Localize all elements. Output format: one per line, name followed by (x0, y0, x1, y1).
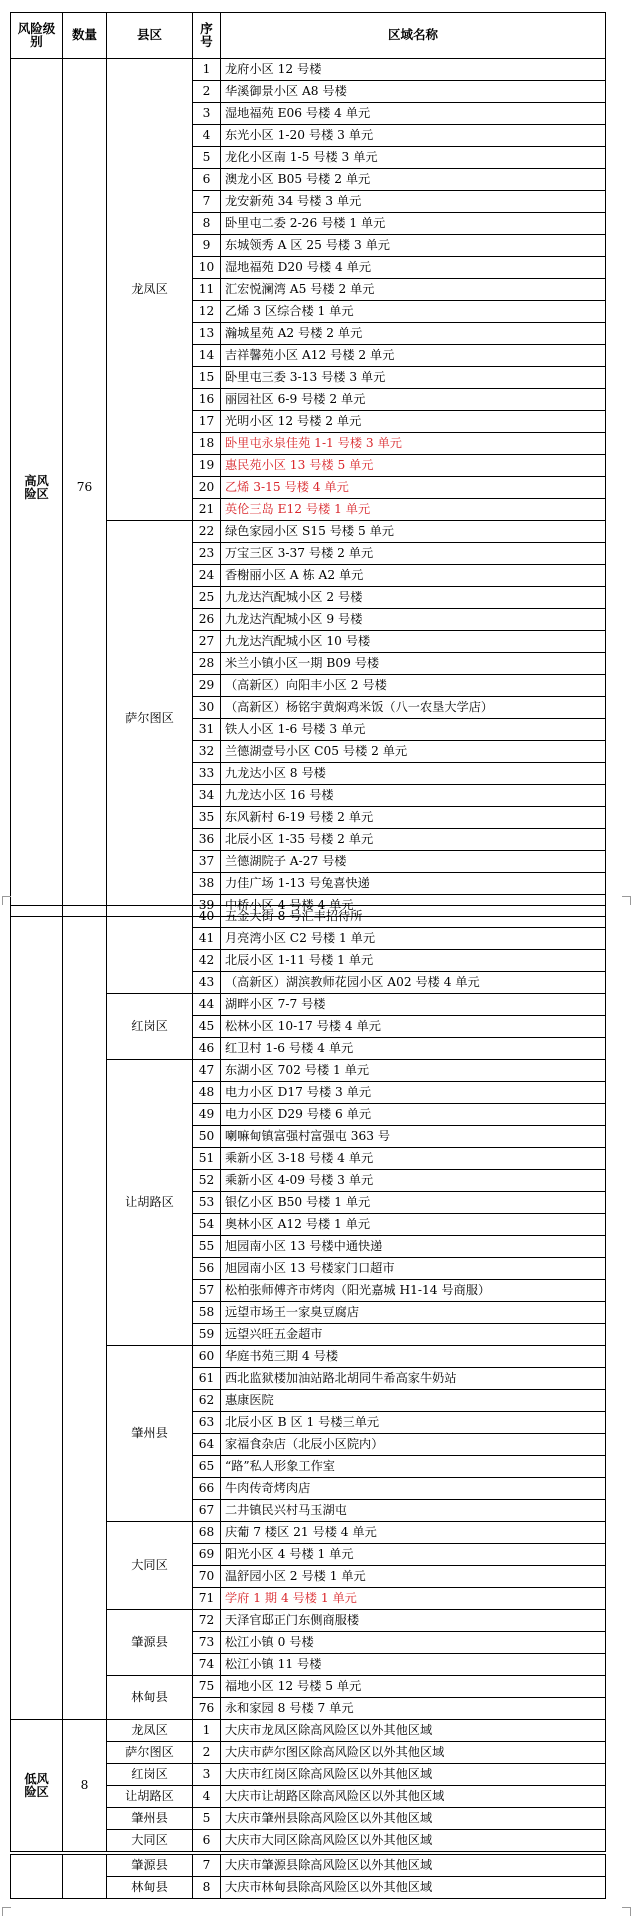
area-name-cell: 吉祥馨苑小区 A12 号楼 2 单元 (221, 345, 606, 367)
area-name-cell: 九龙达小区 16 号楼 (221, 785, 606, 807)
seq-cell: 36 (193, 829, 221, 851)
district-saertu-cont (107, 906, 193, 994)
area-name-cell: 乙烯 3-15 号楼 4 单元 (221, 477, 606, 499)
area-name-cell: 兰德湖院子 A-27 号楼 (221, 851, 606, 873)
seq-cell: 21 (193, 499, 221, 521)
seq-cell: 5 (193, 147, 221, 169)
district-longfeng: 龙凤区 (107, 59, 193, 521)
area-name-cell: 龙化小区南 1-5 号楼 3 单元 (221, 147, 606, 169)
area-name-cell: 银亿小区 B50 号楼 1 单元 (221, 1192, 606, 1214)
seq-cell: 17 (193, 411, 221, 433)
seq-cell: 42 (193, 950, 221, 972)
area-name-cell: 卧里屯永泉佳苑 1-1 号楼 3 单元 (221, 433, 606, 455)
area-name-cell: 永和家园 8 号楼 7 单元 (221, 1698, 606, 1720)
seq-cell: 27 (193, 631, 221, 653)
seq-cell: 64 (193, 1434, 221, 1456)
page-corner-mark (622, 1907, 631, 1916)
district-zhaoyuan: 肇源县 (107, 1610, 193, 1676)
seq-cell: 58 (193, 1302, 221, 1324)
seq-cell: 74 (193, 1654, 221, 1676)
table-row (11, 1720, 606, 1742)
count-low: 8 (63, 1720, 107, 1852)
seq-cell: 40 (193, 906, 221, 928)
seq-cell: 2 (193, 81, 221, 103)
area-name-cell: 西北监狱楼加油站路北胡同牛希高家牛奶站 (221, 1368, 606, 1390)
header-count: 数量 (63, 13, 107, 59)
risk-table-part-3 (10, 1854, 606, 1899)
area-name-cell: 牛肉传奇烤肉店 (221, 1478, 606, 1500)
seq-cell: 1 (193, 1720, 221, 1742)
seq-cell: 73 (193, 1632, 221, 1654)
area-name-cell: 九龙达汽配城小区 10 号楼 (221, 631, 606, 653)
area-name-cell: 电力小区 D29 号楼 6 单元 (221, 1104, 606, 1126)
area-name-cell: 大庆市肇州县除高风险区以外其他区域 (221, 1808, 606, 1830)
header-risk-level: 风险级别 (11, 13, 63, 59)
seq-cell: 44 (193, 994, 221, 1016)
area-name-cell: 湖畔小区 7-7 号楼 (221, 994, 606, 1016)
area-name-cell: 天泽官邸正门东侧商服楼 (221, 1610, 606, 1632)
seq-cell: 30 (193, 697, 221, 719)
seq-cell: 71 (193, 1588, 221, 1610)
area-name-cell: 奥林小区 A12 号楼 1 单元 (221, 1214, 606, 1236)
area-name-cell: 惠康医院 (221, 1390, 606, 1412)
page-corner-mark (2, 1907, 11, 1916)
seq-cell: 33 (193, 763, 221, 785)
area-name-cell: 五金大街 8 号汇丰招待所 (221, 906, 606, 928)
area-name-cell: 英伦三岛 E12 号楼 1 单元 (221, 499, 606, 521)
area-name-cell: 学府 1 期 4 号楼 1 单元 (221, 1588, 606, 1610)
seq-cell: 72 (193, 1610, 221, 1632)
seq-cell: 26 (193, 609, 221, 631)
risk-table-part-2 (10, 905, 606, 1852)
table-row (11, 1855, 606, 1877)
area-name-cell: 远望市场王一家臭豆腐店 (221, 1302, 606, 1324)
count-high: 76 (63, 59, 107, 917)
seq-cell: 34 (193, 785, 221, 807)
seq-cell: 43 (193, 972, 221, 994)
district-cell: 林甸县 (107, 1877, 193, 1899)
area-name-cell: 大庆市让胡路区除高风险区以外其他区域 (221, 1786, 606, 1808)
area-name-cell: 大庆市大同区除高风险区以外其他区域 (221, 1830, 606, 1852)
seq-cell: 14 (193, 345, 221, 367)
risk-table-part-1 (10, 12, 606, 917)
seq-cell: 60 (193, 1346, 221, 1368)
district-cell: 龙凤区 (107, 1720, 193, 1742)
area-name-cell: 卧里屯二委 2-26 号楼 1 单元 (221, 213, 606, 235)
area-name-cell: （高新区）向阳丰小区 2 号楼 (221, 675, 606, 697)
area-name-cell: 铁人小区 1-6 号楼 3 单元 (221, 719, 606, 741)
seq-cell: 13 (193, 323, 221, 345)
district-saertu: 萨尔图区 (107, 521, 193, 917)
seq-cell: 2 (193, 1742, 221, 1764)
seq-cell: 7 (193, 191, 221, 213)
seq-cell: 59 (193, 1324, 221, 1346)
area-name-cell: 庆葡 7 楼区 21 号楼 4 单元 (221, 1522, 606, 1544)
seq-cell: 7 (193, 1855, 221, 1877)
area-name-cell: 万宝三区 3-37 号楼 2 单元 (221, 543, 606, 565)
seq-cell: 20 (193, 477, 221, 499)
seq-cell: 29 (193, 675, 221, 697)
seq-cell: 51 (193, 1148, 221, 1170)
header-area-name: 区域名称 (221, 13, 606, 59)
seq-cell: 24 (193, 565, 221, 587)
area-name-cell: 喇嘛甸镇富强村富强屯 363 号 (221, 1126, 606, 1148)
seq-cell: 4 (193, 125, 221, 147)
seq-cell: 70 (193, 1566, 221, 1588)
seq-cell: 55 (193, 1236, 221, 1258)
area-name-cell: 华庭书苑三期 4 号楼 (221, 1346, 606, 1368)
seq-cell: 48 (193, 1082, 221, 1104)
risk-level-high: 高风险区 (11, 59, 63, 917)
seq-cell: 5 (193, 1808, 221, 1830)
seq-cell: 57 (193, 1280, 221, 1302)
district-ranghulu: 让胡路区 (107, 1060, 193, 1346)
area-name-cell: 湿地福苑 E06 号楼 4 单元 (221, 103, 606, 125)
seq-cell: 68 (193, 1522, 221, 1544)
seq-cell: 1 (193, 59, 221, 81)
risk-level-high-cont (11, 906, 63, 1720)
area-name-cell: 大庆市肇源县除高风险区以外其他区域 (221, 1855, 606, 1877)
district-cell: 萨尔图区 (107, 1742, 193, 1764)
area-name-cell: 月亮湾小区 C2 号楼 1 单元 (221, 928, 606, 950)
area-name-cell: 惠民苑小区 13 号楼 5 单元 (221, 455, 606, 477)
area-name-cell: 米兰小镇小区一期 B09 号楼 (221, 653, 606, 675)
seq-cell: 12 (193, 301, 221, 323)
seq-cell: 25 (193, 587, 221, 609)
area-name-cell: 澳龙小区 B05 号楼 2 单元 (221, 169, 606, 191)
page-corner-mark (2, 896, 11, 905)
area-name-cell: 汇宏悦澜湾 A5 号楼 2 单元 (221, 279, 606, 301)
seq-cell: 37 (193, 851, 221, 873)
header-seq: 序号 (193, 13, 221, 59)
seq-cell: 39 (193, 895, 221, 917)
table-row (11, 906, 606, 928)
seq-cell: 9 (193, 235, 221, 257)
area-name-cell: 湿地福苑 D20 号楼 4 单元 (221, 257, 606, 279)
area-name-cell: 香榭丽小区 A 栋 A2 单元 (221, 565, 606, 587)
area-name-cell: 电力小区 D17 号楼 3 单元 (221, 1082, 606, 1104)
seq-cell: 11 (193, 279, 221, 301)
area-name-cell: 北辰小区 1-35 号楼 2 单元 (221, 829, 606, 851)
header-district: 县区 (107, 13, 193, 59)
area-name-cell: 兰德湖壹号小区 C05 号楼 2 单元 (221, 741, 606, 763)
district-zhaozhou: 肇州县 (107, 1346, 193, 1522)
area-name-cell: 龙安新苑 34 号楼 3 单元 (221, 191, 606, 213)
area-name-cell: 力佳广场 1-13 号兔喜快递 (221, 873, 606, 895)
area-name-cell: “路”私人形象工作室 (221, 1456, 606, 1478)
seq-cell: 15 (193, 367, 221, 389)
area-name-cell: （高新区）湖滨教师花园小区 A02 号楼 4 单元 (221, 972, 606, 994)
area-name-cell: 绿色家园小区 S15 号楼 5 单元 (221, 521, 606, 543)
table-row (11, 59, 606, 81)
table-header (11, 13, 606, 59)
seq-cell: 4 (193, 1786, 221, 1808)
area-name-cell: 东风新村 6-19 号楼 2 单元 (221, 807, 606, 829)
district-cell: 红岗区 (107, 1764, 193, 1786)
seq-cell: 3 (193, 103, 221, 125)
area-name-cell: 东城领秀 A 区 25 号楼 3 单元 (221, 235, 606, 257)
area-name-cell: 大庆市龙凤区除高风险区以外其他区域 (221, 1720, 606, 1742)
area-name-cell: 九龙达小区 8 号楼 (221, 763, 606, 785)
area-name-cell: 家福食杂店（北辰小区院内） (221, 1434, 606, 1456)
seq-cell: 6 (193, 169, 221, 191)
seq-cell: 35 (193, 807, 221, 829)
seq-cell: 38 (193, 873, 221, 895)
seq-cell: 18 (193, 433, 221, 455)
district-cell: 肇州县 (107, 1808, 193, 1830)
seq-cell: 41 (193, 928, 221, 950)
area-name-cell: 乘新小区 4-09 号楼 3 单元 (221, 1170, 606, 1192)
district-lindian: 林甸县 (107, 1676, 193, 1720)
area-name-cell: 龙府小区 12 号楼 (221, 59, 606, 81)
area-name-cell: 卧里屯三委 3-13 号楼 3 单元 (221, 367, 606, 389)
area-name-cell: 大庆市红岗区除高风险区以外其他区域 (221, 1764, 606, 1786)
seq-cell: 63 (193, 1412, 221, 1434)
seq-cell: 32 (193, 741, 221, 763)
count-low-cont (63, 1855, 107, 1899)
area-name-cell: 大庆市林甸县除高风险区以外其他区域 (221, 1877, 606, 1899)
area-name-cell: 光明小区 12 号楼 2 单元 (221, 411, 606, 433)
area-name-cell: 松江小镇 11 号楼 (221, 1654, 606, 1676)
district-cell: 大同区 (107, 1830, 193, 1852)
area-name-cell: 远望兴旺五金超市 (221, 1324, 606, 1346)
district-datong: 大同区 (107, 1522, 193, 1610)
seq-cell: 53 (193, 1192, 221, 1214)
seq-cell: 62 (193, 1390, 221, 1412)
seq-cell: 56 (193, 1258, 221, 1280)
area-name-cell: 东光小区 1-20 号楼 3 单元 (221, 125, 606, 147)
area-name-cell: 松林小区 10-17 号楼 4 单元 (221, 1016, 606, 1038)
seq-cell: 16 (193, 389, 221, 411)
seq-cell: 6 (193, 1830, 221, 1852)
seq-cell: 75 (193, 1676, 221, 1698)
area-name-cell: 九龙达汽配城小区 9 号楼 (221, 609, 606, 631)
area-name-cell: 瀚城星苑 A2 号楼 2 单元 (221, 323, 606, 345)
area-name-cell: 旭园南小区 13 号楼家门口超市 (221, 1258, 606, 1280)
district-cell: 让胡路区 (107, 1786, 193, 1808)
seq-cell: 23 (193, 543, 221, 565)
count-high-cont (63, 906, 107, 1720)
area-name-cell: 旭园南小区 13 号楼中通快递 (221, 1236, 606, 1258)
area-name-cell: 九龙达汽配城小区 2 号楼 (221, 587, 606, 609)
seq-cell: 8 (193, 1877, 221, 1899)
seq-cell: 28 (193, 653, 221, 675)
seq-cell: 49 (193, 1104, 221, 1126)
area-name-cell: 红卫村 1-6 号楼 4 单元 (221, 1038, 606, 1060)
seq-cell: 22 (193, 521, 221, 543)
seq-cell: 46 (193, 1038, 221, 1060)
area-name-cell: 大庆市萨尔图区除高风险区以外其他区域 (221, 1742, 606, 1764)
area-name-cell: 北辰小区 B 区 1 号楼三单元 (221, 1412, 606, 1434)
area-name-cell: 东湖小区 702 号楼 1 单元 (221, 1060, 606, 1082)
risk-level-low-cont (11, 1855, 63, 1899)
seq-cell: 31 (193, 719, 221, 741)
area-name-cell: 华溪御景小区 A8 号楼 (221, 81, 606, 103)
seq-cell: 45 (193, 1016, 221, 1038)
area-name-cell: 松江小镇 0 号楼 (221, 1632, 606, 1654)
seq-cell: 61 (193, 1368, 221, 1390)
area-name-cell: 温舒园小区 2 号楼 1 单元 (221, 1566, 606, 1588)
area-name-cell: 福地小区 12 号楼 5 单元 (221, 1676, 606, 1698)
area-name-cell: （高新区）杨铭宇黄焖鸡米饭（八一农垦大学店） (221, 697, 606, 719)
seq-cell: 47 (193, 1060, 221, 1082)
area-name-cell: 北辰小区 1-11 号楼 1 单元 (221, 950, 606, 972)
district-honggang: 红岗区 (107, 994, 193, 1060)
seq-cell: 10 (193, 257, 221, 279)
seq-cell: 19 (193, 455, 221, 477)
seq-cell: 3 (193, 1764, 221, 1786)
district-cell: 肇源县 (107, 1855, 193, 1877)
area-name-cell: 乘新小区 3-18 号楼 4 单元 (221, 1148, 606, 1170)
seq-cell: 69 (193, 1544, 221, 1566)
page-corner-mark (622, 896, 631, 905)
seq-cell: 50 (193, 1126, 221, 1148)
area-name-cell: 乙烯 3 区综合楼 1 单元 (221, 301, 606, 323)
seq-cell: 66 (193, 1478, 221, 1500)
seq-cell: 52 (193, 1170, 221, 1192)
area-name-cell: 二井镇民兴村马玉湖屯 (221, 1500, 606, 1522)
seq-cell: 67 (193, 1500, 221, 1522)
area-name-cell: 阳光小区 4 号楼 1 单元 (221, 1544, 606, 1566)
seq-cell: 65 (193, 1456, 221, 1478)
area-name-cell: 中桥小区 4 号楼 4 单元 (221, 895, 606, 917)
area-name-cell: 松柏张师傅齐市烤肉（阳光嘉城 H1-14 号商服） (221, 1280, 606, 1302)
area-name-cell: 丽园社区 6-9 号楼 2 单元 (221, 389, 606, 411)
seq-cell: 8 (193, 213, 221, 235)
seq-cell: 54 (193, 1214, 221, 1236)
seq-cell: 76 (193, 1698, 221, 1720)
risk-level-low: 低风险区 (11, 1720, 63, 1852)
